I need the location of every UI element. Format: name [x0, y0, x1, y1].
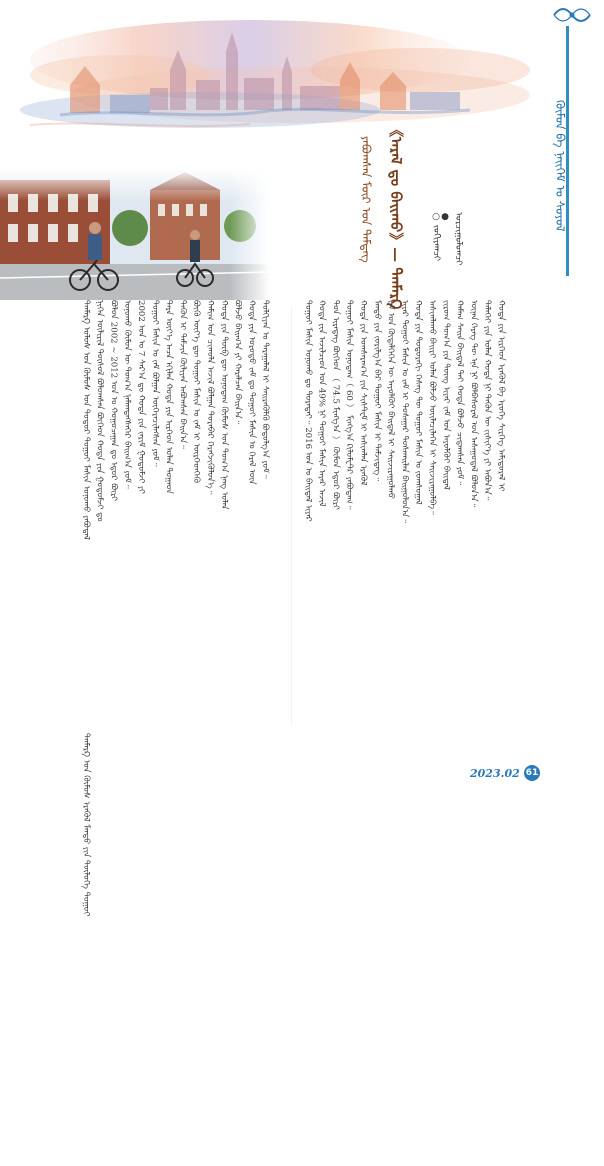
author-label: ○ ᠵᠣᠬᠢᠶᠠᠭᠴᠢ [431, 212, 441, 261]
text-line: ᠳᠡᠯᠡᠬᠡᠢ ᠶᠢᠨ ᠣᠯᠠᠨ ᠬᠣᠲᠠ ᠨᠢ ᠲᠡᠭᠦᠨ ᠦ ᠵᠢᠱᠢᠶ᠎ᠡ ᠶᠢ ᠠᠪᠤᠨ᠎ᠠ᠃ [482, 300, 493, 501]
text-line: ᠢᠶᠠᠷ ᠳᠤᠭᠤᠢ ᠮᠠᠰᠢᠨ ᠤ ᠵᠠᠮ ᠢ ᠲᠤᠰᠠᠭᠠᠷ ᠲᠤᠰᠬᠠᠢ᠌ᠯᠠᠨ ᠪᠠᠢ᠌ᠭᠤᠯᠤᠨ᠎ᠠ᠃ [399, 300, 410, 523]
text-line: ᠬᠣᠲᠠ ᠶᠢᠨ ᠤᠷᠤᠳᠤ ᠵᠠᠮ ᠳᠤ ᠳᠤᠭᠤᠢ ᠮᠠᠰᠢᠨ ᠤ ᠭᠡᠷᠡᠯ ᠦᠨ [246, 300, 257, 485]
text-line: ᠬᠣᠲᠠ ᠶᠢᠨ ᠳᠣᠲᠣᠷᠠᠬᠢ ᠬᠡᠰᠡᠭ ᠲᠦ ᠳᠤᠭᠤᠢ ᠮᠠᠰᠢᠨ ᠤ ᠵᠣᠭᠰᠣᠭᠠᠯ [413, 300, 424, 505]
text-line: ᠨᠢᠭᠡᠨ ᠦᠯᠢᠷᠢᠯ ᠲᠥᠰᠦᠯ ᠪᠣᠯᠤᠭᠰᠠᠨ ᠪᠥᠭᠡᠳ ᠬᠣᠲᠠ ᠶᠢᠨ ᠭᠤᠳᠤᠮᠵᠢ ᠳᠤ [94, 300, 105, 522]
text-line: ᠵᠠᠮ ᠤᠨ ᠬᠥᠳᠡᠯᠭᠡᠭᠡᠨ ᠦ ᠠᠶᠤᠯᠭᠦᠢ ᠪᠠᠢ᠌ᠳᠠᠯ ᠢ ᠰᠠᠢ᠌ᠵᠢᠷᠠᠭᠤᠯᠬᠤ [385, 300, 396, 499]
text-line: ᠪᠦᠬᠦ ᠦᠶ᠎ᠡ ᠳᠦ ᠳᠤᠭᠤᠢ ᠮᠠᠰᠢᠨ ᠤ ᠵᠠᠮ ᠢ ᠥᠷᠭᠡᠳᠬᠡᠬᠦ [191, 300, 202, 484]
text-line: ᠬᠣᠲᠠ ᠶᠢᠨ ᠢᠷᠭᠡᠳ ᠡᠷᠡᠭᠦᠯ ᠪᠠ ᠡᠷᠦᠬᠡ ᠰᠢᠷᠭᠡᠭ ᠠᠮᠢᠳᠤᠷᠠᠯ ᠢ [495, 300, 506, 492]
text-line [521, 300, 535, 733]
article-subtitle: ᠶᠠᠪᠤᠭᠰᠠᠨ ᠮᠥᠷ ᠤᠨ ᠲᠡᠮᠳᠡᠭ [359, 136, 373, 263]
body-column-left [78, 300, 284, 917]
ornament-icon [552, 6, 592, 24]
text-line: ᠳᠤᠭᠤᠢ ᠮᠠᠰᠢᠨ ᠤᠨᠤᠬᠤ ᠳᠤ ᠳᠤᠷᠠᠲᠠᠢ᠃ 2016 ᠣᠨ ᠤ ᠪᠠᠢ᠌ᠳᠠᠯ ᠢᠶᠠᠷ [302, 300, 313, 522]
page-number: 61 [524, 765, 540, 781]
text-line: ᠪᠣᠯᠤᠨ 2002 ~ 2012 ᠣᠨ ᠤ ᠬᠤᠭᠤᠴᠠᠭᠠᠨ ᠳᠤ ᠡᠳᠦᠷ ᠪᠦᠷᠢ [108, 300, 119, 502]
section-label: ᠬᠥᠮᠥᠨ ᠪᠠ ᠨᠡᠢᠭᠡᠮ ᠤ ᠰᠣᠶᠣᠯ [553, 100, 567, 232]
translator-label: ● ᠣᠷᠴᠢᠭᠤᠯᠤᠭᠴᠢ [440, 212, 463, 266]
text-line: ᠳᠣᠯᠭᠢᠶᠠᠨ ᠤ ᠳᠠᠷᠠᠭᠠᠯᠠᠯ ᠢ ᠰᠡᠢ᠌ᠷᠡᠭᠦᠯᠬᠦ ᠪᠣᠳᠤᠯᠭ᠎ᠠ ᠶᠤᠮ᠃ [260, 300, 271, 479]
text-line: ᠲᠡᠷᠡ ᠦᠶ᠎ᠡ ᠠᠴᠠ ᠡᠬᠢᠯᠡᠨ ᠬᠣᠲᠠ ᠶᠢᠨ ᠢᠷᠭᠡᠳ ᠣᠯᠠᠨ ᠲᠣᠭᠠᠳ [163, 300, 174, 494]
text-line: ᠬᠣᠲᠠ ᠶᠢᠨ ᠲᠥᠪ ᠳᠦ ᠤᠨᠤᠳᠠᠭ ᠬᠦᠮᠦᠰ ᠤᠨ ᠲᠣᠭ᠎ᠠ ᠨᠡᠩ ᠣᠯᠠᠨ [218, 300, 229, 510]
column-divider [291, 306, 292, 726]
body-column-right [300, 300, 540, 733]
article-title: 《ᠠᠷᠠᠯ ᠳᠤ ᠪᠠᠢ᠌ᠬᠤ》— ᠳᠠᠨᠮᠠᠷᠺ [387, 122, 405, 310]
text-line: ᠮᠡᠨᠳᠦ ᠶᠢᠨ ᠵᠣᠷᠢᠯᠭ᠎ᠠ ᠪᠠᠷ ᠳᠤᠭᠤᠢ ᠮᠠᠰᠢᠨ ᠢ ᠳᠡᠮᠵᠢᠳᠡᠭ᠃ [371, 300, 382, 482]
cyclists-photo [0, 168, 270, 300]
text-line: ᠬᠠᠮᠠᠭ ᠰᠠᠢ᠌ᠨ ᠪᠠᠢ᠌ᠳᠠᠯ ᠲᠠᠢ ᠬᠣᠲᠠ ᠪᠣᠯᠵᠤ ᠴᠢᠳᠠᠭᠰᠠᠨ ᠶᠤᠮ᠃ [454, 300, 465, 485]
issue-date: 2023.02 [470, 767, 520, 780]
text-line: ᠳᠤᠭᠤᠢ ᠮᠠᠰᠢᠨ ᠤ ᠵᠠᠮ ᠪᠣᠯᠭᠠᠨ ᠥᠭᠡᠷᠡᠴᠢᠯᠡᠭᠰᠡᠨ ᠶᠤᠮ᠃ [149, 300, 160, 467]
text-line: ᠬᠠᠮᠢᠭ ᠤᠨ ᠴᠢᠬᠤᠯᠠ ᠠᠵᠢᠯ ᠪᠣᠯᠭᠠᠨ ᠳᠤᠷᠠᠪᠠᠷ ᠬᠡᠷᠡᠭᠵᠢᠭᠦᠯᠦᠨ᠎ᠡ᠃ [204, 300, 215, 495]
text-line: ᠪᠣᠯᠵᠤ ᠪᠠᠢ᠌ᠭ᠎ᠠ ᠶᠢ ᠬᠠᠷᠠᠯᠴᠠᠨ ᠪᠠᠢ᠌ᠨ᠎ᠠ᠃ [232, 300, 243, 425]
text-line: ᠬᠣᠲᠠ ᠶᠢᠨ ᠠᠵᠢᠯᠴᠢᠳ ᠤᠨ 49% ᠨᠢ ᠳᠤᠭᠤᠢ ᠮᠠᠰᠢᠨ ᠠᠶᠠᠷ ᠠᠵᠢᠯ [316, 300, 327, 507]
text-line [507, 300, 521, 733]
text-line: ᠳᠠᠨᠮᠠᠷᠺ ᠤᠨ ᠬᠦᠮᠦᠰ ᠡᠷᠡᠬᠦᠯ ᠮᠡᠨᠳᠦ ᠶᠢᠨ ᠲᠥᠯᠦᠭᠡ ᠳᠤᠭᠤᠢ [80, 733, 91, 917]
text-line: 2002 ᠣᠨ ᠤ 7 ᠰᠠᠷ᠎ᠠ ᠳᠤ ᠬᠣᠲᠠ ᠶᠢᠨ ᠵᠠᠷᠢᠮ ᠭᠤᠳᠤᠮᠵᠢ ᠶᠢ [135, 300, 146, 494]
text-line: ᠲᠡᠭᠦᠨ ᠢ ᠳᠡᠮᠵᠢᠨ ᠬᠦᠯᠢᠶᠡᠨ ᠠᠪᠤᠭᠰᠠᠨ ᠪᠠᠢ᠌ᠨ᠎ᠠ᠃ [177, 300, 188, 449]
text-line: ᠬᠣᠲᠠ ᠶᠢᠨ ᠤᠭᠰᠠᠷᠠᠭ᠎ᠠ ᠶᠢᠨ ᠰᠢᠰᠲ᠋ᠧᠮ ᠢ ᠠᠰᠢᠭᠯᠠᠨ ᠡᠷᠡᠭᠦᠯ [357, 300, 368, 486]
text-line: ᠳᠤᠨ ᠢᠷᠡᠳᠡᠭ ᠪᠥᠭᠡᠳ （ 74.5 ᠮᠢᠩᠭ᠎ᠠ ） ᠬᠦᠮᠦᠨ ᠡᠳᠦᠷ ᠪᠦᠷᠢ [330, 300, 341, 510]
text-line: ᠦᠨᠡᠨ ᠬᠡᠷᠡᠭ ᠲᠦ ᠡᠨᠡ ᠨᠢ ᠪᠣᠯᠪᠠᠰᠤᠷᠠᠯ ᠤᠨ ᠠᠰᠠᠭᠤᠳᠠᠯ ᠪᠣᠯᠣᠨ᠎ᠠ᠃ [468, 300, 479, 508]
page-footer [470, 765, 580, 783]
byline [428, 212, 463, 272]
text-line: ᠵᠢᠷᠤᠭ ᠲᠣᠭ᠎ᠠ ᠶᠢᠨ ᠳᠦᠩ ᠢᠶᠠᠷ ᠵᠠᠮ ᠤᠨ ᠠᠶᠤᠯᠭᠦᠢ ᠪᠠᠢ᠌ᠳᠠᠯ [440, 300, 451, 490]
text-line: ᠠᠰᠢᠭᠯᠠᠬᠤ ᠪᠠᠢ᠌ᠷᠢ ᠣᠯᠠᠨ ᠪᠣᠯᠵᠤ ᠦᠢᠯᠡᠴᠢᠯᠡᠭᠡᠨ ᠢ ᠰᠠᠢ᠌ᠵᠢᠷᠠᠭᠤᠯᠪᠠ᠃ [426, 300, 437, 515]
text-line: ᠳᠠᠨᠮᠠᠷᠺ ᠤᠯᠤᠰ ᠤᠨ ᠬᠦᠮᠦᠰ ᠤᠨ ᠳᠤᠳᠤᠷ ᠳᠤᠭᠤᠢ ᠮᠠᠰᠢᠨ ᠤᠨᠤᠬᠤ ᠶᠠᠪᠤᠳᠠᠯ [80, 300, 91, 540]
text-line: ᠤᠨᠤᠬᠤ ᠬᠦᠮᠦᠨ ᠦ ᠲᠣᠭ᠎ᠠ ᠨᠡᠮᠡᠭ᠍ᠳᠡᠭᠰᠡᠭᠡᠷ ᠪᠠᠢ᠌ᠭ᠎ᠠ ᠶᠤᠮ᠃ [122, 300, 133, 489]
text-line: ᠳᠤᠭᠤᠢ ᠮᠠᠰᠢᠨ ᠤᠨᠤᠳᠠᠭ（ 60 ） ᠮᠢᠩᠭ᠎ᠠ ᠺᠢᠯᠤᠮᠧᠲᠷ ᠶᠠᠪᠤᠳᠠᠭ᠃ [344, 300, 355, 510]
